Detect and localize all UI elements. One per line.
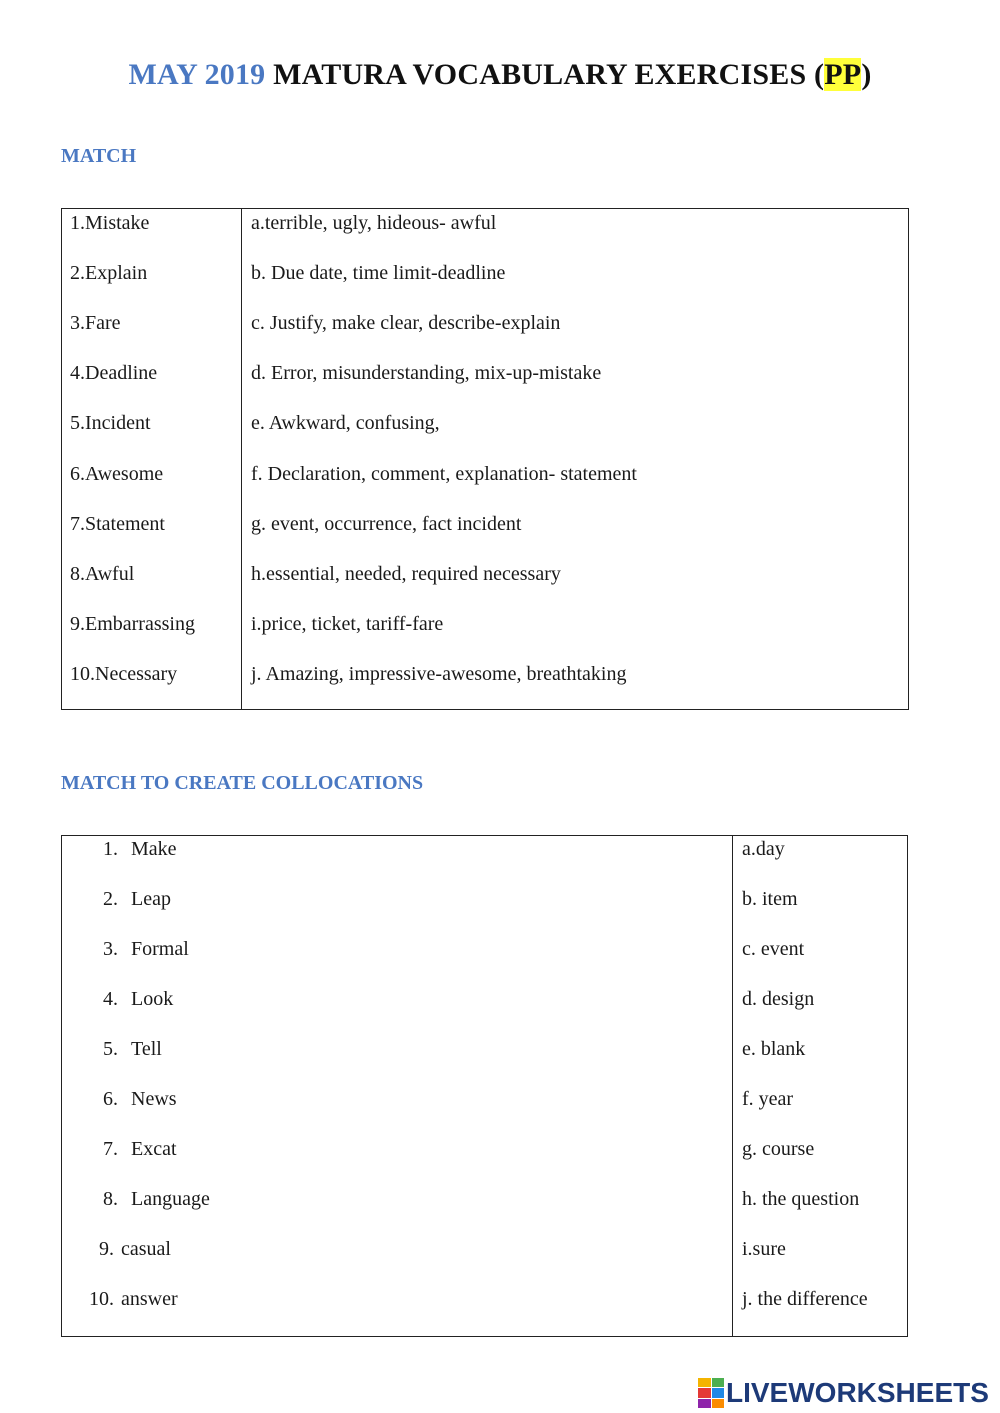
match-heading: MATCH (61, 145, 137, 167)
collocation-word: Formal (131, 938, 189, 960)
collocation-match: f. year (742, 1088, 794, 1110)
collocation-word: Make (131, 838, 177, 860)
match-definition: b. Due date, time limit-deadline (251, 262, 506, 285)
collocation-number: 1. (103, 838, 118, 860)
title-highlight: PP (824, 58, 862, 91)
match-definition: d. Error, misunderstanding, mix-up-mistake (251, 362, 602, 385)
collocation-match: b. item (742, 888, 798, 910)
collocation-match: c. event (742, 938, 805, 960)
liveworksheets-logo-text: LIVEWORKSHEETS (726, 1377, 989, 1408)
collocation-word: Leap (131, 888, 171, 910)
match-word: 10.Necessary (70, 662, 178, 685)
match-word: 1.Mistake (70, 212, 150, 234)
match-definition: a.terrible, ugly, hideous- awful (251, 212, 497, 234)
collocation-match: e. blank (742, 1038, 806, 1060)
match-definition: h.essential, needed, required necessary (251, 562, 561, 585)
collocations-table-divider (732, 836, 733, 1336)
match-word: 6.Awesome (70, 462, 164, 485)
collocations-heading: MATCH TO CREATE COLLOCATIONS (61, 772, 424, 794)
collocation-number: 2. (103, 888, 118, 910)
collocation-word: Look (131, 988, 174, 1010)
collocation-word: Language (131, 1188, 210, 1210)
page-title (0, 58, 1000, 92)
title-main: MATURA VOCABULARY EXERCISES ( (265, 58, 825, 91)
match-word: 4.Deadline (70, 362, 158, 385)
collocation-number: 8. (103, 1188, 118, 1210)
match-table (61, 208, 909, 710)
match-definition: g. event, occurrence, fact incident (251, 512, 522, 535)
title-date: MAY 2019 (128, 58, 266, 91)
collocations-table (61, 835, 908, 1337)
match-table-divider (241, 209, 242, 709)
match-word: 8.Awful (70, 562, 135, 585)
match-definition: e. Awkward, confusing, (251, 412, 440, 435)
collocation-number: 7. (103, 1138, 118, 1160)
match-definition: f. Declaration, comment, explanation- statement (251, 462, 637, 485)
match-definition: j. Amazing, impressive-awesome, breathtaking (251, 662, 627, 685)
match-word: 3.Fare (70, 312, 121, 335)
match-word: 5.Incident (70, 412, 151, 435)
collocation-word: Excat (131, 1138, 177, 1160)
collocation-match: d. design (742, 988, 815, 1010)
collocation-word: answer (121, 1288, 178, 1310)
liveworksheets-logo[interactable] (698, 1376, 989, 1410)
collocation-number: 9. (99, 1238, 114, 1260)
collocation-match: i.sure (742, 1238, 786, 1260)
collocation-word: News (131, 1088, 177, 1110)
collocation-number: 3. (103, 938, 118, 960)
collocation-word: casual (121, 1238, 171, 1260)
title-end: ) (861, 58, 872, 91)
collocation-match: g. course (742, 1138, 815, 1160)
match-word: 7.Statement (70, 512, 165, 535)
collocation-match: a.day (742, 838, 785, 860)
collocation-match: h. the question (742, 1188, 860, 1210)
collocation-number: 10. (89, 1288, 114, 1310)
collocation-number: 6. (103, 1088, 118, 1110)
collocation-match: j. the difference (742, 1288, 868, 1310)
match-word: 9.Embarrassing (70, 612, 195, 635)
match-word: 2.Explain (70, 262, 148, 285)
collocation-word: Tell (131, 1038, 162, 1060)
match-definition: i.price, ticket, tariff-fare (251, 612, 444, 635)
collocation-number: 4. (103, 988, 118, 1010)
collocation-number: 5. (103, 1038, 118, 1060)
match-definition: c. Justify, make clear, describe-explain (251, 312, 561, 335)
liveworksheets-logo-icon (698, 1378, 724, 1408)
